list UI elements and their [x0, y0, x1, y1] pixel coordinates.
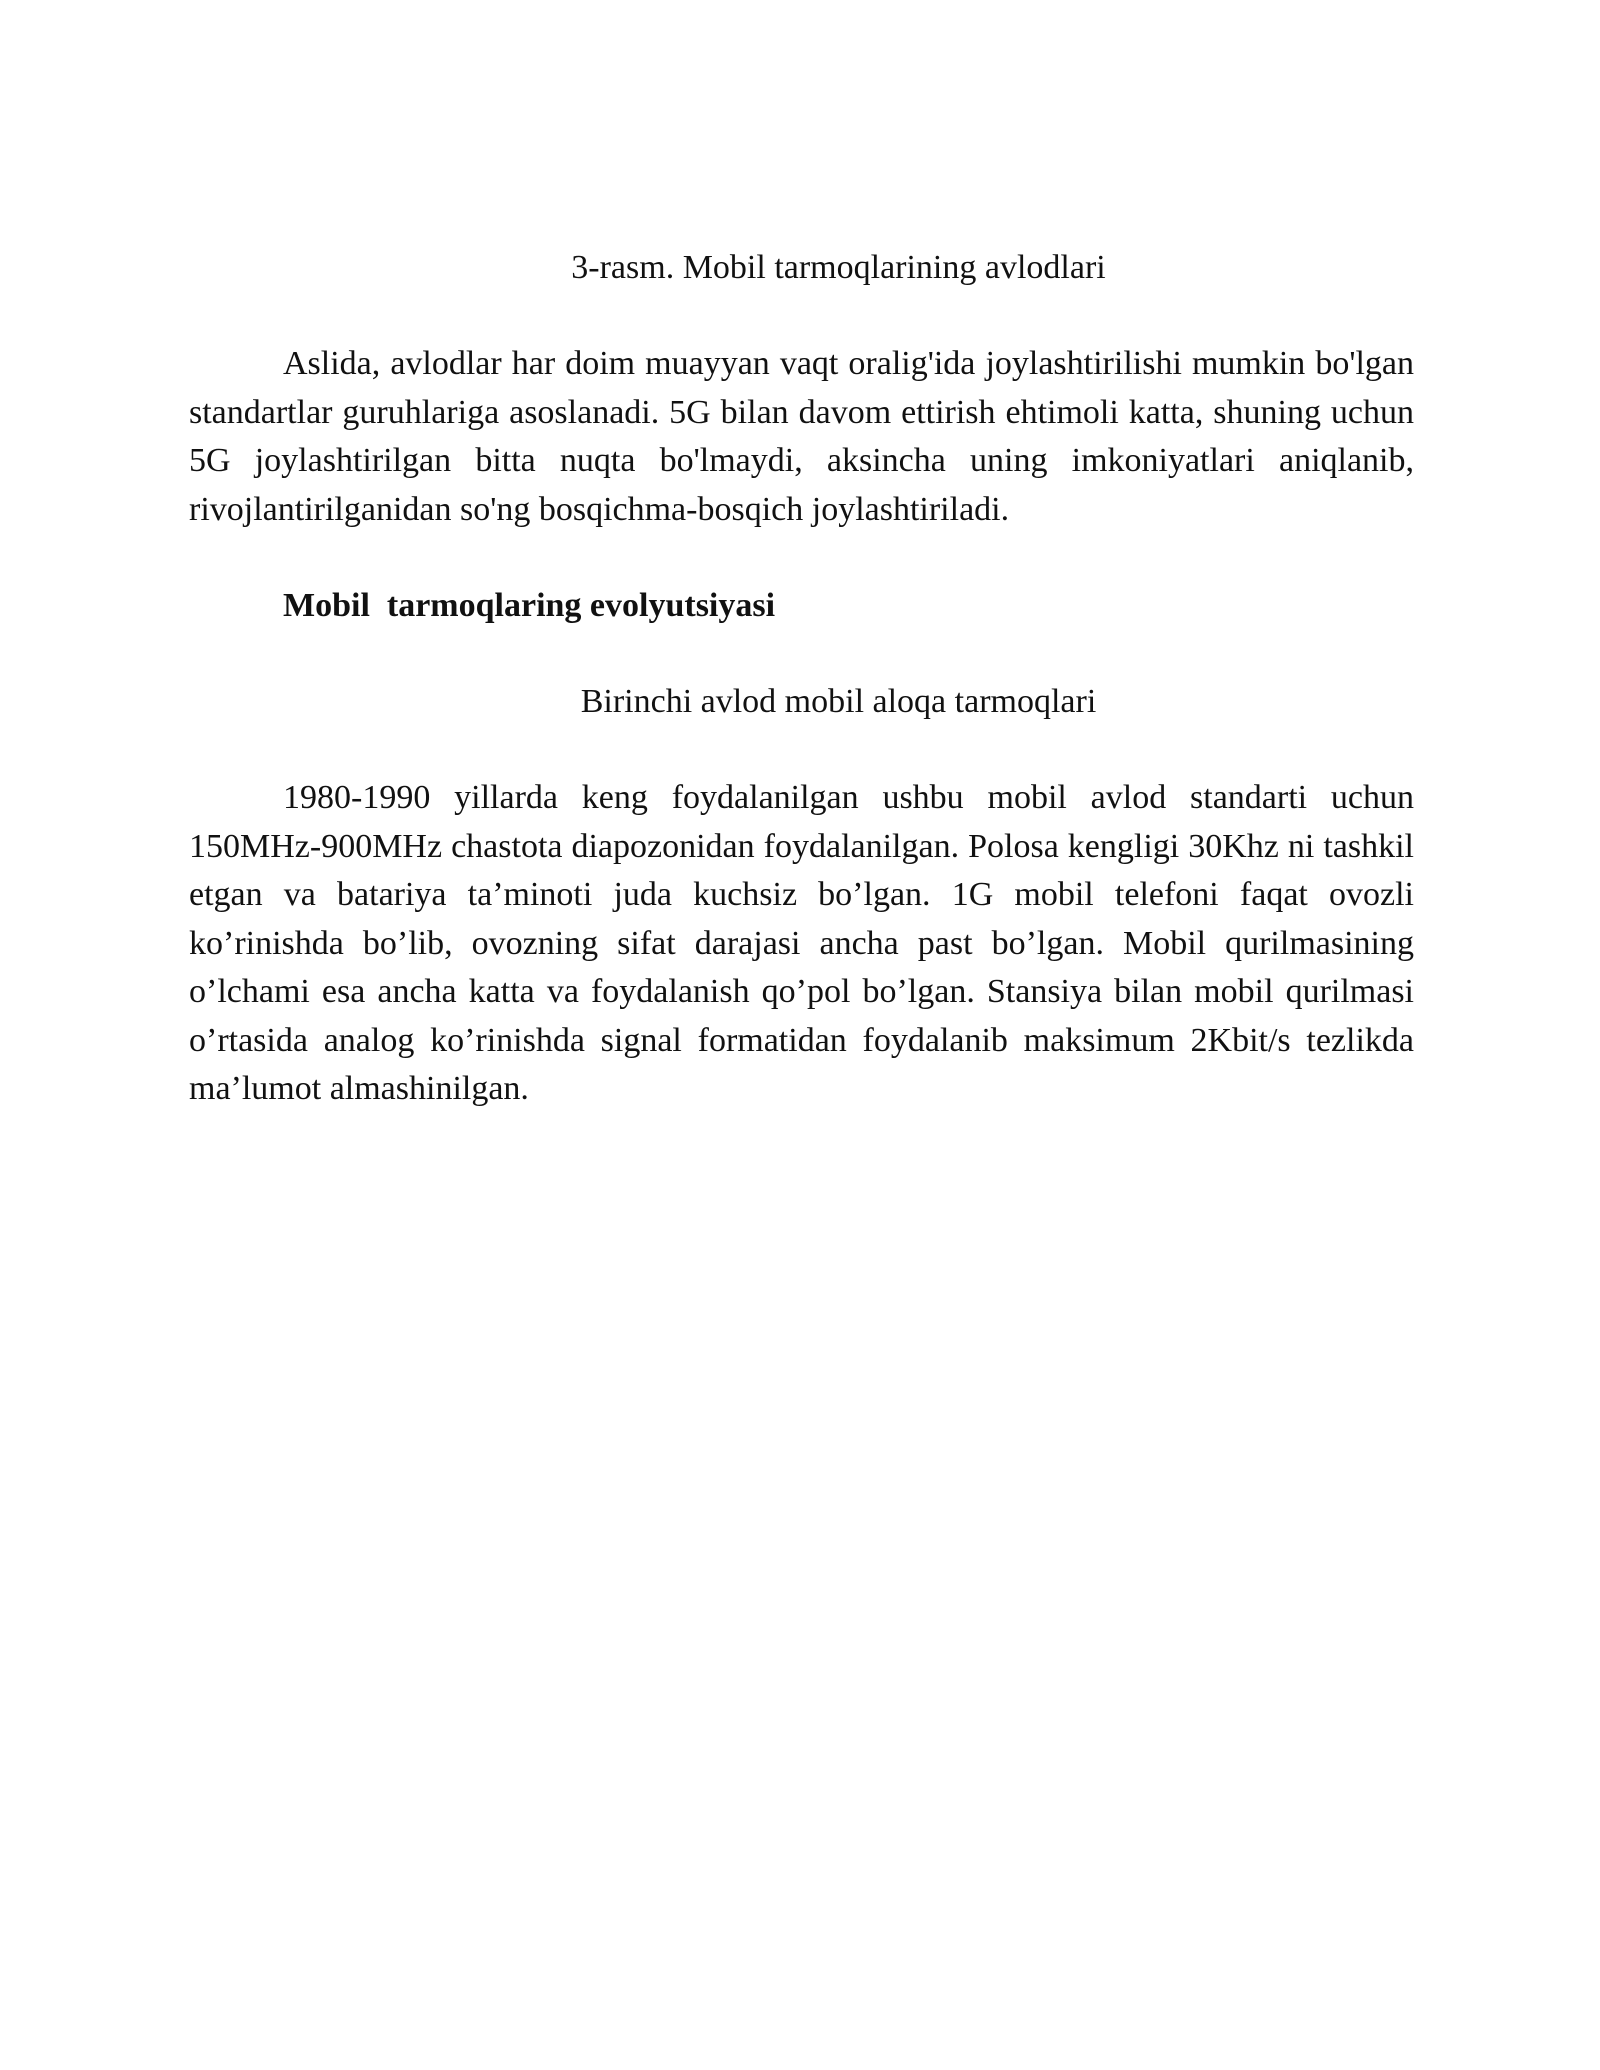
body-paragraph: Aslida, avlodlar har doim muayyan vaqt oralig'ida joylashtirilishi mumkin bo'lgan standartlar guruhlariga asoslanadi. 5G bilan davom ettirish ehtimoli katta, shuning uchun 5G joylashtirilgan bitta nuqta bo'lmaydi, aksincha uning imkoniyatlari aniqlanib, rivojlantirilganidan so'ng bosqichma-bosqich joylashtiriladi.	[189, 345, 1414, 528]
section-heading: Mobil tarmoqlaring evolyutsiyasi	[283, 587, 776, 624]
subsection-heading: Birinchi avlod mobil aloqa tarmoqlari	[580, 683, 1097, 720]
figure-caption: 3-rasm. Mobil tarmoqlarining avlodlari	[571, 249, 1106, 286]
body-paragraph: 1980-1990 yillarda keng foydalanilgan ushbu mobil avlod standarti uchun 150MHz-900MHz chastota diapozonidan foydalanilgan. Polosa kengligi 30Khz ni tashkil etgan va batariya ta’minoti juda kuchsiz bo’lgan. 1G mobil telefoni faqat ovozli ko’rinishda bo’lib, ovozning sifat darajasi ancha past bo’lgan. Mobil qurilmasining o’lchami esa ancha katta va foydalanish qo’pol bo’lgan. Stansiya bilan mobil qurilmasi o’rtasida analog ko’rinishda signal formatidan foydalanib maksimum 2Kbit/s tezlikda ma’lumot almashinilgan.	[189, 779, 1414, 1107]
document-body	[189, 244, 1414, 1114]
